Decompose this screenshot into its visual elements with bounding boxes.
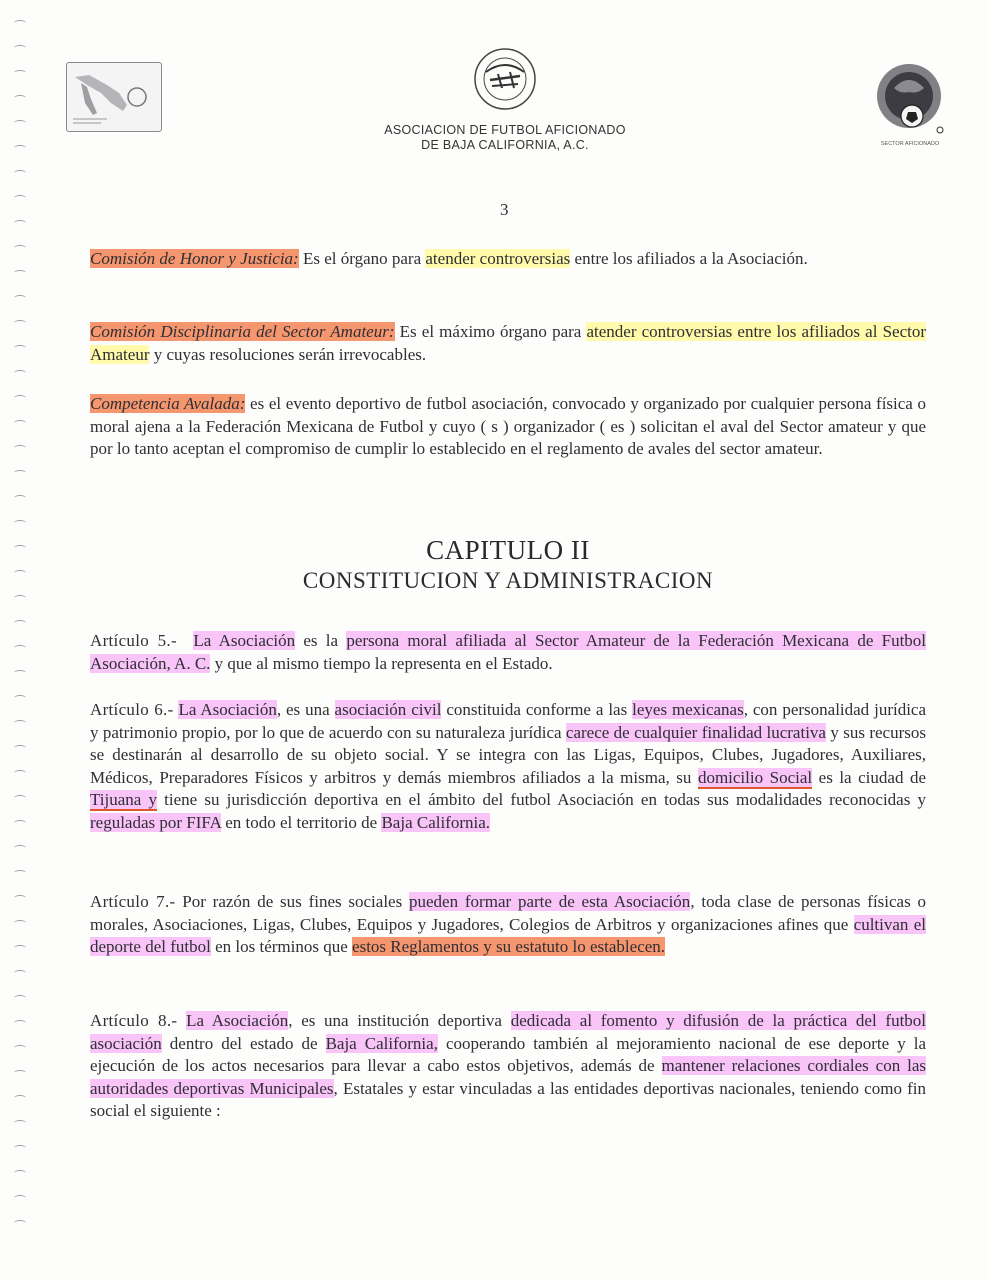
article-6 [90, 699, 926, 834]
article-text: es la ciudad de [812, 767, 927, 787]
highlight-pink-underlined: domicilio Social [697, 767, 813, 787]
chapter-subtitle: CONSTITUCION Y ADMINISTRACION [302, 568, 714, 593]
definition-term: Comisión de Honor y Justicia: [90, 249, 299, 268]
highlight-pink: dedicada al fomento y difusión de la práctica del futbol asociación [90, 1011, 927, 1053]
definition-competencia-avalada [90, 393, 926, 461]
highlight-pink: persona moral afiliada al Sector Amateur de la Federación Mexicana de Futbol Asociación, A. C. [90, 631, 927, 673]
article-text: tiene su jurisdicción deportiva en el ámbito del futbol Asociación en todas sus modalidades reconocidas y [157, 790, 926, 809]
highlight-yellow: atender controversias entre los afiliados al Sector Amateur [90, 322, 926, 364]
article-text: en todo el territorio de [220, 812, 382, 832]
highlight-pink: mantener relaciones cordiales con las autoridades deportivas Municipales [90, 1056, 926, 1098]
sector-aficionado-emblem [872, 58, 946, 150]
article-5 [90, 630, 926, 675]
definition-text: entre los afiliados a la Asociación. [570, 249, 808, 268]
binding-marks [14, 20, 40, 1270]
article-7 [90, 891, 926, 959]
definition-honor-justicia [90, 248, 926, 271]
highlight-pink: La Asociación [186, 1011, 289, 1030]
highlight-yellow: atender controversias [425, 249, 571, 268]
definition-text: es el evento deportivo de futbol asociación, convocado y organizado por cualquier persona física o moral ajena a la Federación Mexicana de Futbol y cuyo ( s ) organizador ( es ) solicitan el aval del Sector amateur y que por lo tanto aceptan el compromiso de cumplir lo establecido en el reglamento de avales del sector amateur. [90, 394, 926, 458]
article-8 [90, 1010, 926, 1123]
highlight-pink: Baja California. [381, 812, 491, 832]
highlight-pink: Baja California, [325, 1033, 438, 1053]
chapter-title: CAPITULO II [426, 535, 590, 565]
article-text: , es una institución deportiva [288, 1011, 511, 1030]
highlight-pink: carece de cualquier finalidad lucrativa [565, 722, 826, 742]
highlight-pink: La Asociación [178, 700, 277, 719]
article-text: cooperando también al mejoramiento nacional de ese deporte y la ejecución de los actos necesarios para llevar a cabo estos objetivos, además de [90, 1033, 926, 1075]
article-text: , Estatales y estar vinculadas a las entidades deportivas nacionales, teniendo como fin social el siguiente : [90, 1078, 926, 1120]
org-line-2: DE BAJA CALIFORNIA, A.C. [421, 138, 589, 152]
article-text: en los términos que [210, 937, 353, 956]
highlight-pink: cultivan el deporte del futbol [90, 914, 926, 956]
article-text: dentro del estado de [161, 1033, 326, 1053]
article-text: constituida conforme a las [441, 700, 633, 719]
futbol-aficionado-logo [470, 44, 540, 114]
highlight-pink: reguladas por FIFA [90, 812, 221, 832]
highlight-pink: asociación civil [334, 700, 442, 719]
article-text: y sus recursos se destinarán al desarrollo de su objeto social. Y se integra con las Ligas, Equipos, Clubes, Jugadores, Auxiliares, Médicos, Preparadores Físicos y arbitros y demás miembros afiliados a la misma, su [90, 722, 926, 787]
definition-text: y cuyas resoluciones serán irrevocables. [149, 344, 427, 364]
definition-text: Es el máximo órgano para [394, 322, 587, 341]
definition-disciplinaria [90, 321, 926, 366]
article-label: Artículo 7.- [90, 892, 176, 911]
page-number: 3 [500, 200, 509, 219]
article-text: Por razón de sus fines sociales [175, 892, 410, 911]
article-text: , toda clase de personas físicas o morales, Asociaciones, Ligas, Clubes, Equipos y Jugadores, Colegios de Arbitros y organizaciones afines que [90, 892, 927, 934]
article-label: Artículo 8.- [90, 1011, 178, 1030]
article-text: , es una [276, 700, 335, 719]
organization-name [330, 123, 680, 153]
state-map-logo [66, 62, 162, 132]
highlight-pink-underlined: Tijuana y [90, 790, 157, 809]
article-label: Artículo 6.- [90, 700, 174, 719]
highlight-pink: leyes mexicanas [632, 700, 744, 719]
highlight-pink: La Asociación [193, 631, 296, 650]
highlight-pink: pueden formar parte de esta Asociación [409, 892, 691, 911]
org-line-1: ASOCIACION DE FUTBOL AFICIONADO [384, 123, 626, 137]
sector-caption: SECTOR AFICIONADO [880, 141, 940, 147]
highlight-orange: estos Reglamentos y su estatuto lo establecen. [352, 937, 666, 956]
definition-term: Comisión Disciplinaria del Sector Amateur: [90, 322, 395, 341]
article-text: y que al mismo tiempo la representa en el Estado. [210, 653, 553, 673]
article-text: , con personalidad jurídica y patrimonio propio, por lo que de acuerdo con su naturaleza jurídica [90, 700, 927, 742]
definition-text: Es el órgano para [298, 249, 426, 268]
article-text: es la [295, 631, 347, 650]
article-label: Artículo 5.- [90, 631, 177, 650]
definition-term: Competencia Avalada: [90, 394, 246, 413]
